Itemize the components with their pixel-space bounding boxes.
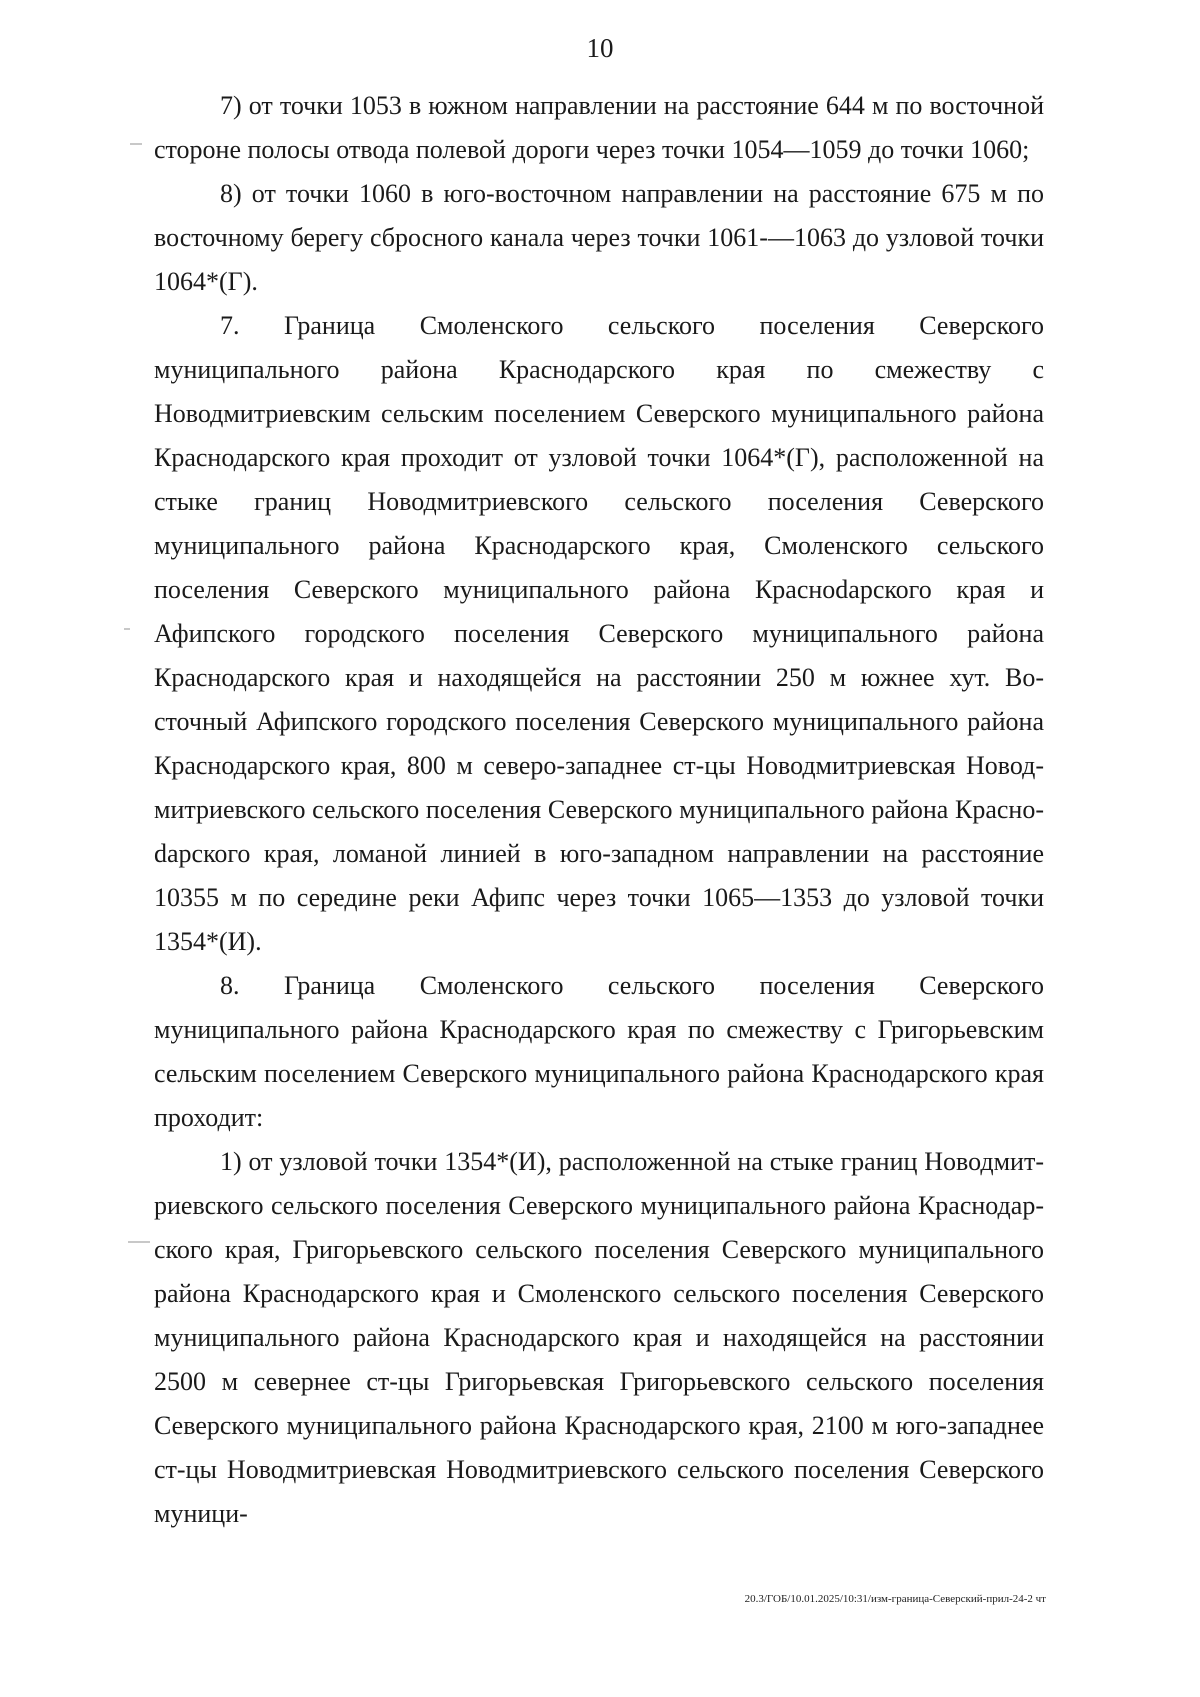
scan-mark: [128, 1241, 150, 1243]
paragraph-section-7: 7. Граница Смоленского сельского поселения Северского муниципального района Краснодарского края по смежеству с Новодмитриевским сельским поселением Северского муниципального района Краснодарского края проходит от узловой точки 1064*(Г), расположенной на стыке границ Новодмитриевского сельского поселения Северского муниципального района Краснодарского края, Смоленского сельского поселения Северского муниципального района Красноdарского края и Афипского городского поселения Северского муниципального района Краснодарского края и находящейся на расстоянии 250 м южнее хут. Восточный Афипского городского поселения Северского муниципального района Краснодарского края, 800 м северо-западнее ст-цы Новодмитриевская Новодмитриевского сельского поселения Северского муниципального района Красноdарского края, ломаной линией в юго-западном направлении на расстояние 10355 м по середине реки Афипс через точки 1065—1353 до узловой точки 1354*(И).: [154, 311, 1044, 956]
document-body: [154, 84, 1044, 1536]
document-footer-code: 20.3/ГОБ/10.01.2025/10:31/изм-граница-Северский-прил-24-2 чт: [744, 1593, 1046, 1605]
paragraph-7-item-8: 8) от точки 1060 в юго-восточном направлении на расстояние 675 м по восточному берегу сбросного канала через точки 1061-—1063 до узловой точки 1064*(Г).: [154, 179, 1044, 296]
scan-mark: [124, 628, 130, 630]
page-number: 10: [586, 33, 614, 63]
paragraph-section-8: 8. Граница Смоленского сельского поселения Северского муниципального района Краснодарского края по смежеству с Григорьевским сельским поселением Северского муниципального района Краснодарского края проходит:: [154, 971, 1044, 1132]
paragraph-7-item-7: 7) от точки 1053 в южном направлении на расстояние 644 м по восточной стороне полосы отвода полевой дороги через точки 1054—1059 до точки 1060;: [154, 91, 1044, 164]
scan-mark: [130, 143, 142, 145]
paragraph-section-8-item-1: 1) от узловой точки 1354*(И), расположенной на стыке границ Новодмитриевского сельского поселения Северского муниципального района Краснодарского края, Григорьевского сельского поселения Северского муниципального района Краснодарского края и Смоленского сельского поселения Северского муниципального района Краснодарского края и находящейся на расстоянии 2500 м севернее ст-цы Григорьевская Григорьевского сельского поселения Северского муниципального района Краснодарского края, 2100 м юго-западнее ст-цы Новодмитриевская Новодмитриевского сельского поселения Северского муници-: [154, 1147, 1044, 1528]
